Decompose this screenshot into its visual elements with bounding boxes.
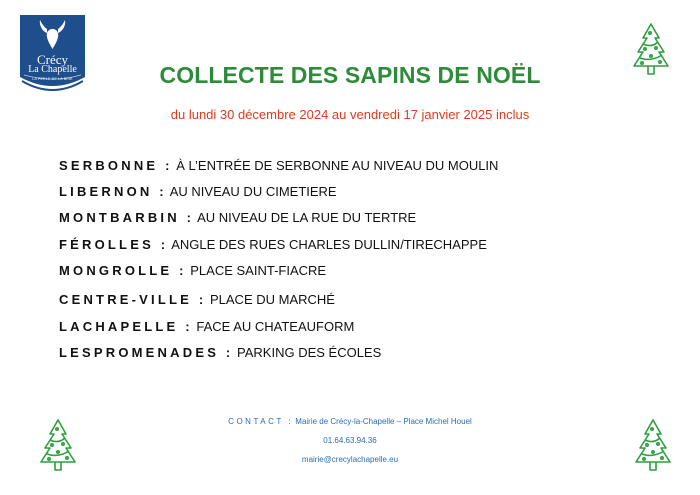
contact-phone: 01.64.63.94.36	[323, 436, 377, 445]
location-name: LIBERNON :	[59, 184, 167, 199]
page-title: COLLECTE DES SAPINS DE NOËL	[159, 62, 541, 88]
christmas-tree-icon	[38, 418, 78, 476]
location-name: MONGROLLE :	[59, 263, 187, 278]
logo-tagline: LA PERLE DE LA BRIE	[32, 77, 73, 81]
contact-line	[0, 417, 700, 426]
logo-name-line1: Crécy	[36, 52, 69, 67]
location-place: PARKING DES ÉCOLES	[237, 345, 382, 360]
location-item	[59, 158, 498, 173]
location-name: LACHAPELLE :	[59, 319, 193, 334]
logo-name-line2: La Chapelle	[28, 64, 77, 75]
location-item	[59, 184, 337, 199]
location-place: AU NIVEAU DU CIMETIERE	[169, 184, 337, 199]
location-name: CENTRE-VILLE :	[59, 292, 207, 307]
location-item	[59, 263, 326, 278]
location-place: FACE AU CHATEAUFORM	[196, 319, 355, 334]
location-item	[59, 292, 335, 307]
collection-dates: du lundi 30 décembre 2024 au vendredi 17 janvier 2025 inclus	[170, 107, 530, 122]
location-place: PLACE SAINT-FIACRE	[190, 263, 327, 278]
contact-address: Mairie de Crécy-la-Chapelle – Place Michel Houel	[295, 417, 472, 426]
contact-email[interactable]: mairie@crecylachapelle.eu	[301, 455, 399, 464]
location-name: MONTBARBIN :	[59, 210, 195, 225]
location-place: ANGLE DES RUES CHARLES DULLIN/TIRECHAPPE	[171, 237, 487, 252]
location-place: PLACE DU MARCHÉ	[209, 292, 335, 307]
location-item	[59, 319, 354, 334]
location-item	[59, 237, 487, 252]
location-name: FÉROLLES :	[59, 237, 169, 252]
location-place: À L’ENTRÉE DE SERBONNE AU NIVEAU DU MOULIN	[176, 158, 499, 173]
location-item	[59, 210, 416, 225]
location-item	[59, 345, 381, 360]
location-name: SERBONNE :	[59, 158, 173, 173]
location-name: LESPROMENADES :	[59, 345, 234, 360]
christmas-tree-icon	[633, 418, 673, 476]
location-place: AU NIVEAU DE LA RUE DU TERTRE	[197, 210, 417, 225]
contact-label: CONTACT :	[228, 417, 294, 426]
